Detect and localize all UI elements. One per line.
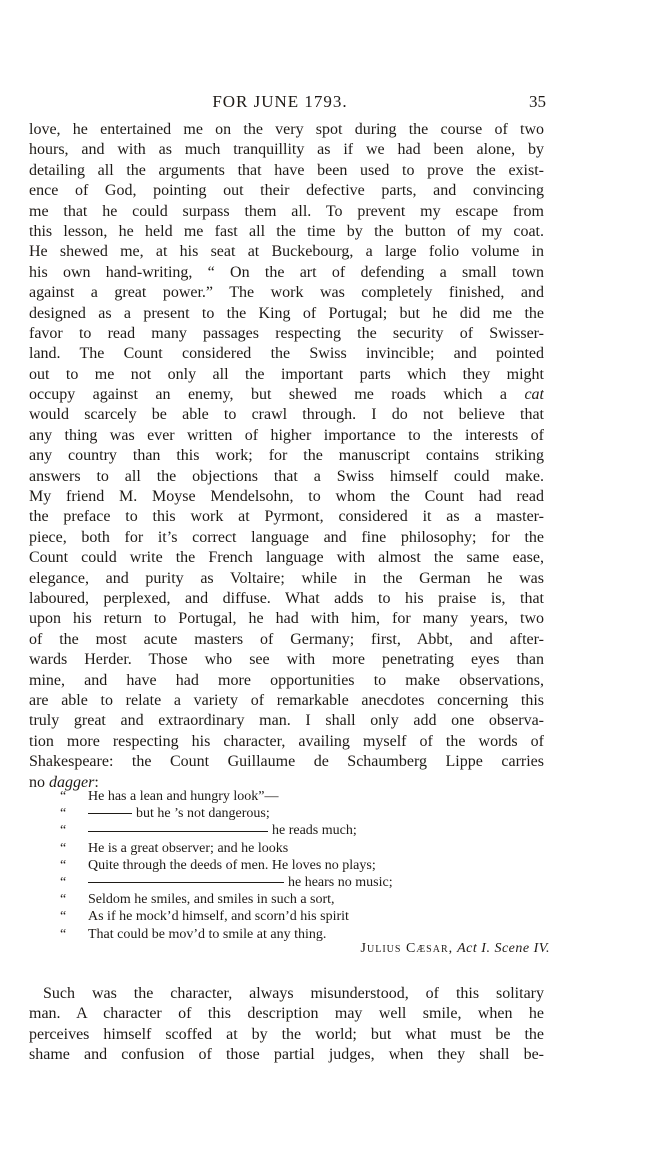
text-line: mine, and have had more opportunities to make observations, <box>29 671 544 689</box>
quote-mark: “ <box>60 874 67 890</box>
quote-text: As if he mock’d himself, and scorn’d his spirit <box>88 909 349 925</box>
text-line: out to me not only all the important parts which they might <box>29 365 544 383</box>
omission-rule <box>88 831 268 832</box>
text-line: any country than this work; for the manuscript contains striking <box>29 447 544 465</box>
page-number: 35 <box>529 92 546 111</box>
text-line: any thing was ever written of higher importance to the interests of <box>29 426 544 444</box>
quote-mark: “ <box>60 926 67 942</box>
text-line: laboured, perplexed, and diffuse. What adds to his praise is, that <box>29 589 544 607</box>
text-line: My friend M. Moyse Mendelsohn, to whom the Count had read <box>29 488 544 506</box>
text-line: his own hand-writing, “ On the art of defending a small town <box>29 263 544 281</box>
running-head <box>0 92 660 114</box>
text-line: this lesson, he held me fast all the time by the button of my coat. <box>29 222 544 240</box>
attribution-play: Julius Cæsar, <box>360 941 454 956</box>
text-line: designed as a present to the King of Portugal; but he did me the <box>29 304 544 322</box>
quote-line <box>60 788 544 805</box>
quote-mark: “ <box>60 909 67 925</box>
quote-text: Quite through the deeds of men. He loves no plays; <box>88 857 376 873</box>
quote-mark: “ <box>60 892 67 908</box>
text-line-with-italic <box>29 385 544 405</box>
italic-word-dagger: dagger <box>49 773 95 791</box>
text-line: against a great power.” The work was completely finished, and <box>29 284 544 302</box>
text-line: piece, both for it’s correct language and fine philosophy; for the <box>29 528 544 546</box>
quote-text: he reads much; <box>272 823 357 839</box>
text-line: me that he could surpass them all. To prevent my escape from <box>29 202 544 220</box>
punctuation: : <box>94 773 99 791</box>
quote-text: he hears no music; <box>288 874 393 890</box>
text-line: wards Herder. Those who see with more penetrating eyes than <box>29 651 544 669</box>
text-line: ence of God, pointing out their defective parts, and convincing <box>29 182 544 200</box>
quote-attribution <box>361 941 550 957</box>
italic-word-cat: cat <box>524 386 544 404</box>
text-line: upon his return to Portugal, he had with him, for many years, two <box>29 610 544 628</box>
quote-text: He is a great observer; and he looks <box>88 840 289 856</box>
text-line: elegance, and purity as Voltaire; while in the German he was <box>29 569 544 587</box>
text-line: answers to all the objections that a Swiss himself could make. <box>29 467 544 485</box>
quote-text: That could be mov’d to smile at any thing. <box>88 926 327 942</box>
quote-mark: “ <box>60 857 67 873</box>
quote-mark: “ <box>60 840 67 856</box>
text-line: truly great and extraordinary man. I shall only add one observa- <box>29 712 544 730</box>
quote-mark: “ <box>60 806 67 822</box>
quote-text: Seldom he smiles, and smiles in such a sort, <box>88 892 335 908</box>
text-line: perceives himself scoffed at by the world; but what must be the <box>29 1025 544 1043</box>
text-line: land. The Count considered the Swiss invincible; and pointed <box>29 345 544 363</box>
text-line: favor to read many passages respecting the security of Swisser- <box>29 324 544 342</box>
omission-rule <box>88 813 132 814</box>
text-line: Such was the character, always misunderstood, of this solitary <box>43 985 544 1002</box>
text-line: hours, and with as much tranquillity as if we had been alone, by <box>29 141 544 159</box>
running-title: FOR JUNE 1793. <box>212 92 348 111</box>
text-line: would scarcely be able to crawl through. I do not believe that <box>29 406 544 424</box>
text-line: the preface to this work at Pyrmont, considered it as a master- <box>29 508 544 526</box>
quote-line <box>60 840 544 857</box>
text-line: man. A character of this description may well smile, when he <box>29 1005 544 1023</box>
text-line: shame and confusion of those partial judges, when they shall be- <box>29 1046 544 1064</box>
text-segment: occupy against an enemy, but shewed me roads which a <box>29 386 508 404</box>
paragraph-second <box>29 984 544 1066</box>
attribution-act: Act I. Scene IV. <box>457 941 550 956</box>
paragraph-continued <box>29 120 544 793</box>
text-line: tion more respecting his character, availing myself of the words of <box>29 732 544 750</box>
text-line: detailing all the arguments that have been used to prove the exist- <box>29 161 544 179</box>
quote-line <box>60 908 544 925</box>
text-line: Count could write the French language with almost the same ease, <box>29 549 544 567</box>
quote-line <box>60 857 544 874</box>
quote-line <box>60 874 544 891</box>
text-line: He shewed me, at his seat at Buckebourg, a large folio volume in <box>29 243 544 261</box>
quote-text: He has a lean and hungry look”— <box>88 789 279 804</box>
quote-mark: “ <box>60 789 67 804</box>
quote-line <box>60 822 544 839</box>
text-line: are able to relate a variety of remarkable anecdotes concerning this <box>29 691 544 709</box>
text-line: of the most acute masters of Germany; first, Abbt, and after- <box>29 630 544 648</box>
shakespeare-quotation <box>60 788 544 943</box>
quote-text: but he ’s not dangerous; <box>136 806 270 822</box>
text-segment: no <box>29 773 45 791</box>
quote-mark: “ <box>60 823 67 839</box>
text-line: love, he entertained me on the very spot during the course of two <box>29 121 544 138</box>
quote-line <box>60 891 544 908</box>
omission-rule <box>88 882 284 883</box>
text-line: Shakespeare: the Count Guillaume de Schaumberg Lippe carries <box>29 753 544 771</box>
quote-line <box>60 805 544 822</box>
